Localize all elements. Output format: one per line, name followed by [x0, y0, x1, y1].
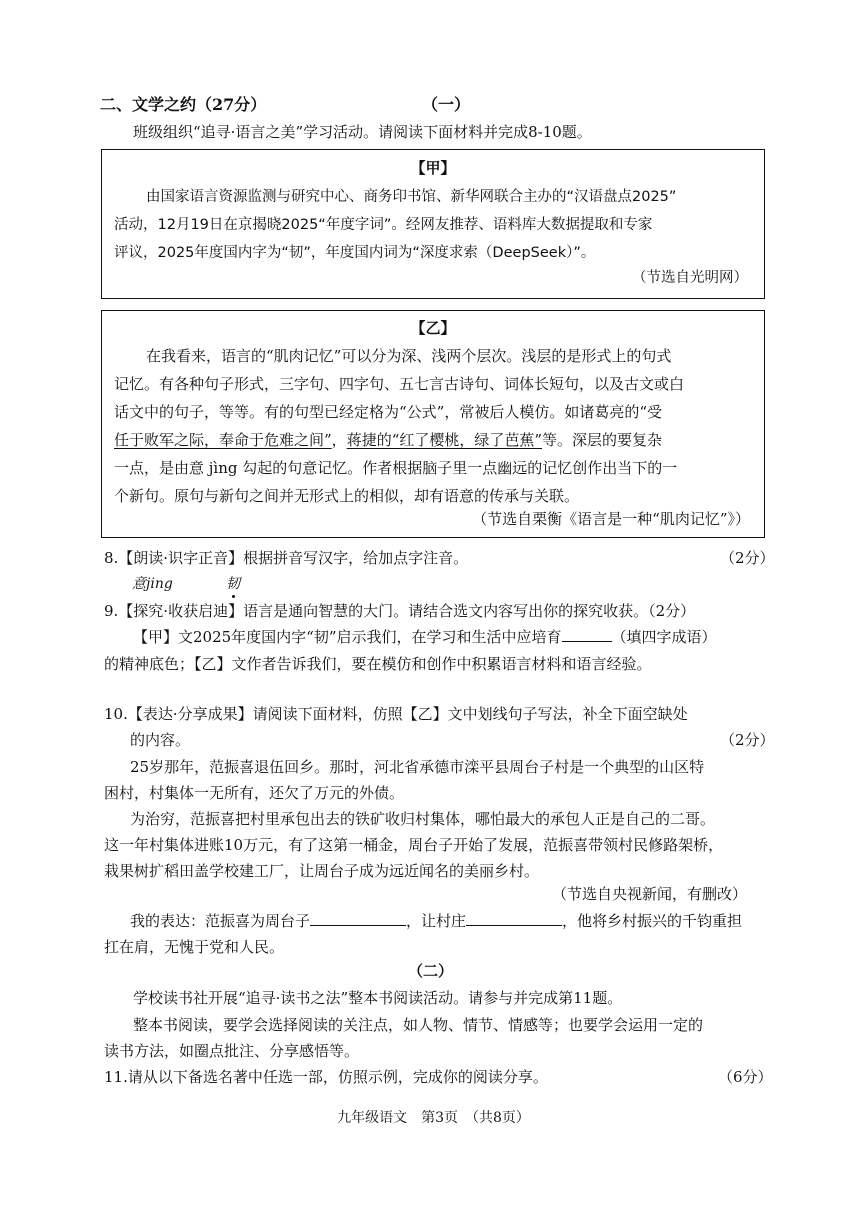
q10-expression-line: 我的表达：范振喜为周台子 ，让村庄 ，他将乡村振兴的千钧重担: [130, 912, 743, 930]
idiom-answer-blank[interactable]: [562, 640, 612, 642]
underlined-example-1: 任于败军之际，奉命于危难之间”: [114, 431, 332, 449]
box-yi-line-1: 在我看来，语言的“肌肉记忆”可以分为深、浅两个层次。浅层的是形式上的句式: [146, 347, 672, 365]
section-heading: 二、文学之约（27分）: [100, 95, 267, 114]
box-yi-line-5: 一点，是由意 jìng 勾起的句意记忆。作者根据脑子里一点幽远的记忆创作出当下的一: [114, 459, 678, 477]
material-box-yi: [101, 310, 765, 538]
question-11-score: （6分）: [718, 1068, 773, 1086]
question-11: 11.请从以下备选名著中任选一部，仿照示例，完成你的阅读分享。: [104, 1068, 548, 1086]
part-two-p2: 读书方法，如圈点批注、分享感悟等。: [104, 1042, 360, 1060]
box-yi-source: （节选自栗衡《语言是一种“肌肉记忆”》）: [472, 510, 750, 528]
box-jia-line-1: 由国家语言资源监测与研究中心、商务印书馆、新华网联合主办的“汉语盘点2025”: [146, 189, 677, 205]
question-8-item-1: 意jing: [132, 576, 173, 592]
box-yi-label: 【乙】: [410, 319, 456, 337]
q10-material-p2-1: 为治穷，范振喜把村里承包出去的铁矿收归村集体，哪怕最大的承包人正是自己的二哥。: [130, 810, 716, 828]
box-yi-line-4: 任于败军之际，奉命于危难之间”，蒋捷的“红了樱桃，绿了芭蕉”等。深层的要复杂: [114, 431, 663, 449]
question-10: 10.【表达·分享成果】请阅读下面材料，仿照【乙】文中划线句子写法，补全下面空缺处: [104, 705, 688, 723]
q10-material-p2-2: 这一年村集体进账10万元，有了这第一桶金，周台子开始了发展，范振喜带领村民修路架桥，: [104, 836, 724, 854]
material-box-jia: [101, 149, 765, 299]
box-jia-label: 【甲】: [410, 159, 456, 177]
part-two-label: （二）: [408, 962, 454, 980]
expression-blank-1[interactable]: [310, 924, 406, 926]
box-jia-source: （节选自光明网）: [632, 270, 748, 286]
question-8-score: （2分）: [720, 549, 775, 567]
section-intro: 班级组织“追寻·语言之美”学习活动。请阅读下面材料并完成8-10题。: [133, 123, 592, 141]
box-yi-line-6: 个新句。原句与新句之间并无形式上的相似，却有语意的传承与关联。: [114, 487, 580, 505]
part-two-p1: 整本书阅读，要学会选择阅读的关注点，如人物、情节、情感等；也要学会运用一定的: [133, 1016, 704, 1034]
q10-material-p1-2: 困村，村集体一无所有，还欠了万元的外债。: [104, 784, 405, 802]
page-footer: 九年级语文 第3页 （共8页）: [337, 1110, 530, 1126]
box-jia-line-2: 活动，12月19日在京揭晓2025“年度字词”。经网友推荐、语料库大数据提取和专家: [114, 217, 653, 233]
question-9-line-2: 【甲】文2025年度国内字“韧”启示我们，在学习和生活中应培育 （填四字成语）: [133, 628, 717, 646]
expression-blank-2[interactable]: [466, 924, 562, 926]
part-one-label: （一）: [422, 95, 471, 114]
question-10-score: （2分）: [720, 731, 775, 749]
part-two-intro: 学校读书社开展“追寻·读书之法”整本书阅读活动。请参与并完成第11题。: [133, 989, 623, 1007]
question-8: 8.【朗读·识字正音】根据拼音写汉字，给加点字注音。: [104, 549, 469, 567]
question-8-item-2: 韧: [226, 576, 240, 592]
q10-expression-line-2: 扛在肩，无愧于党和人民。: [104, 938, 285, 956]
q10-material-source: （节选自央视新闻，有删改）: [552, 885, 748, 903]
box-jia-line-3: 评议，2025年度国内字为“韧”，年度国内词为“深度求索（DeepSeek）”。: [114, 245, 596, 261]
box-yi-line-2: 记忆。有各种句子形式，三字句、四字句、五七言古诗句、词体长短句，以及古文或白: [114, 375, 685, 393]
question-10-line-2: 的内容。: [130, 731, 191, 749]
q10-material-p2-3: 栽果树扩稻田盖学校建工厂，让周台子成为远近闻名的美丽乡村。: [104, 862, 540, 880]
question-9: 9.【探究·收获启迪】语言是通向智慧的大门。请结合选文内容写出你的探究收获。（2分）: [104, 602, 696, 620]
underlined-example-2: 蒋捷的“红了樱桃，绿了芭蕉”: [346, 431, 543, 449]
q10-material-p1-1: 25岁那年，范振喜退伍回乡。那时，河北省承德市滦平县周台子村是一个典型的山区特: [130, 758, 705, 776]
box-yi-line-3: 话文中的句子，等等。有的句型已经定格为“公式”，常被后人模仿。如诸葛亮的“受: [114, 403, 663, 421]
question-9-line-3: 的精神底色；【乙】文作者告诉我们，要在模仿和创作中积累语言材料和语言经验。: [104, 655, 652, 673]
